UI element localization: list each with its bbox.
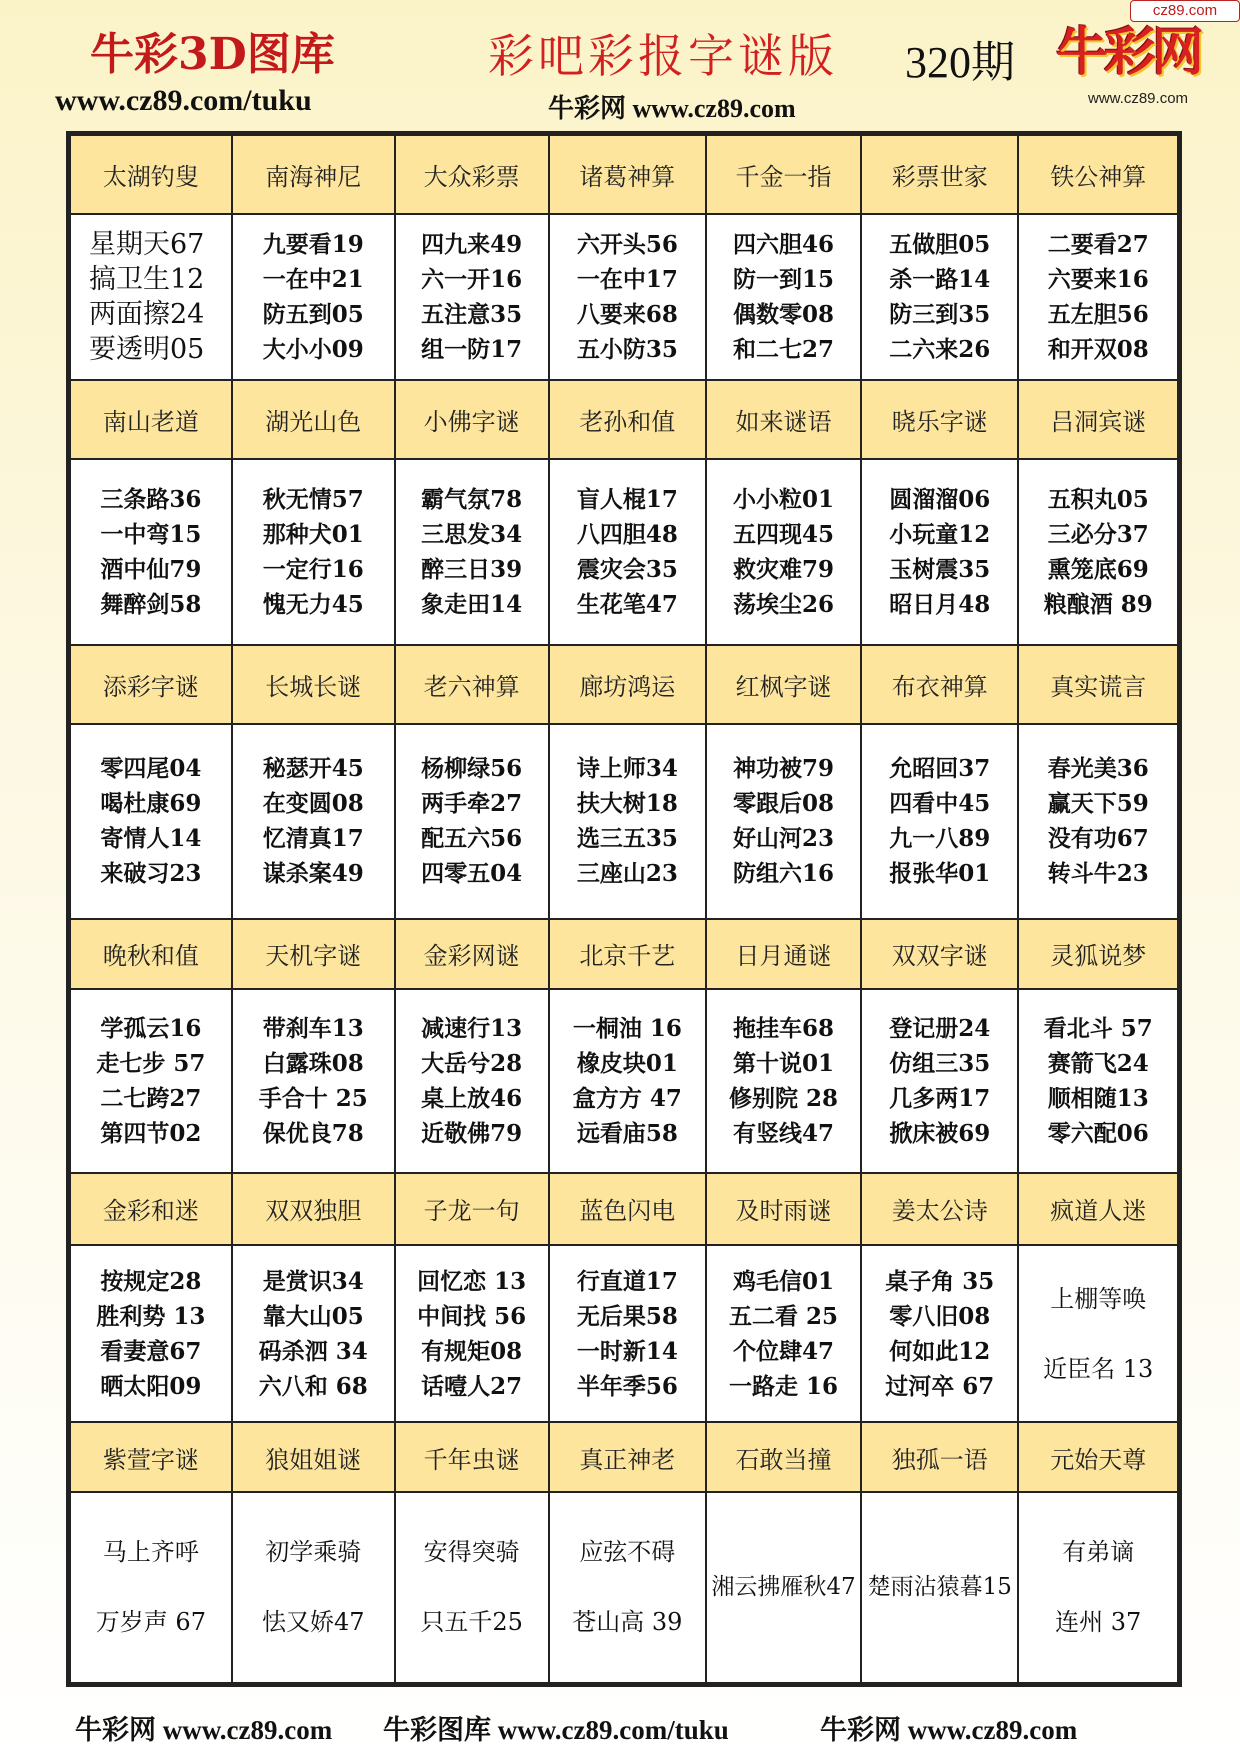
column-title: 晚秋和值 bbox=[70, 919, 232, 989]
riddle-line: 允昭回37 bbox=[889, 755, 991, 783]
column-title: 廊坊鸿运 bbox=[549, 645, 706, 724]
riddle-line: 星期天67 bbox=[89, 228, 205, 260]
riddle-line: 有竖线47 bbox=[733, 1119, 835, 1147]
riddle-line: 昭日月48 bbox=[889, 590, 991, 618]
riddle-cell bbox=[70, 989, 232, 1173]
content-row bbox=[70, 459, 1178, 645]
riddle-line: 万岁声 67 bbox=[95, 1608, 206, 1637]
riddle-cell bbox=[70, 459, 232, 645]
riddle-cell bbox=[706, 459, 861, 645]
column-title: 金彩和迷 bbox=[70, 1173, 232, 1245]
riddle-line: 荡埃尘26 bbox=[733, 590, 835, 618]
header-row bbox=[70, 135, 1178, 214]
riddle-line: 熏笼底69 bbox=[1047, 555, 1149, 583]
riddle-line: 回忆恋 13 bbox=[417, 1267, 527, 1295]
riddle-line: 秋无情57 bbox=[262, 485, 364, 513]
column-title: 千金一指 bbox=[706, 135, 861, 214]
riddle-cell bbox=[1018, 989, 1178, 1173]
riddle-line: 零跟后08 bbox=[733, 790, 835, 818]
riddle-line: 寄情人14 bbox=[100, 825, 202, 853]
logo-text: 牛彩网 bbox=[1055, 23, 1200, 83]
column-title: 老孙和值 bbox=[549, 380, 706, 459]
riddle-line: 一中弯15 bbox=[100, 520, 202, 548]
column-title: 灵狐说梦 bbox=[1018, 919, 1178, 989]
riddle-line: 晒太阳09 bbox=[100, 1372, 202, 1400]
header-row bbox=[70, 1173, 1178, 1245]
riddle-line: 盲人棍17 bbox=[576, 485, 678, 513]
riddle-line: 秘瑟开45 bbox=[262, 755, 364, 783]
riddle-line: 拖挂车68 bbox=[733, 1014, 835, 1042]
riddle-line: 小玩童12 bbox=[889, 520, 991, 548]
riddle-line: 杨柳绿56 bbox=[421, 755, 523, 783]
riddle-line: 过河卒 67 bbox=[885, 1372, 995, 1400]
riddle-line: 远看庙58 bbox=[576, 1119, 678, 1147]
column-title: 元始天尊 bbox=[1018, 1422, 1178, 1492]
column-title: 独孤一语 bbox=[861, 1422, 1018, 1492]
riddle-table bbox=[66, 131, 1182, 1687]
column-title: 石敢当撞 bbox=[706, 1422, 861, 1492]
riddle-line: 和开双08 bbox=[1047, 335, 1149, 363]
riddle-line: 没有功67 bbox=[1047, 825, 1149, 853]
riddle-line: 几多两17 bbox=[889, 1084, 991, 1112]
riddle-line: 五注意35 bbox=[421, 300, 523, 328]
riddle-line: 橡皮块01 bbox=[576, 1049, 678, 1077]
riddle-line: 安得突骑 bbox=[423, 1538, 520, 1567]
column-title: 姜太公诗 bbox=[861, 1173, 1018, 1245]
riddle-cell bbox=[232, 1245, 395, 1422]
riddle-line: 大小小09 bbox=[262, 335, 364, 363]
logo-url: www.cz89.com bbox=[1088, 90, 1189, 107]
riddle-line: 学孤云16 bbox=[100, 1014, 202, 1042]
riddle-cell bbox=[549, 1245, 706, 1422]
riddle-cell bbox=[232, 459, 395, 645]
riddle-line: 好山河23 bbox=[733, 825, 835, 853]
riddle-cell bbox=[861, 459, 1018, 645]
riddle-line: 和二七27 bbox=[733, 335, 835, 363]
riddle-line: 苍山高 39 bbox=[572, 1608, 683, 1637]
riddle-cell bbox=[395, 214, 549, 380]
issue-number: 320期 bbox=[905, 38, 1015, 87]
riddle-line: 喝杜康69 bbox=[100, 790, 202, 818]
riddle-line: 码杀泗 34 bbox=[258, 1337, 368, 1365]
site-line[interactable]: 牛彩网 www.cz89.com bbox=[548, 94, 796, 123]
riddle-cell bbox=[395, 1492, 549, 1683]
riddle-line: 二要看27 bbox=[1047, 230, 1149, 258]
riddle-cell bbox=[706, 989, 861, 1173]
riddle-cell bbox=[549, 724, 706, 919]
riddle-line: 谋杀案49 bbox=[262, 860, 364, 888]
riddle-line: 半年季56 bbox=[576, 1372, 678, 1400]
riddle-line: 零八旧08 bbox=[889, 1302, 991, 1330]
riddle-line: 怯又娇47 bbox=[261, 1608, 365, 1637]
main-title: 彩吧彩报字谜版 bbox=[488, 29, 838, 83]
riddle-line: 按规定28 bbox=[100, 1267, 202, 1295]
riddle-cell bbox=[706, 724, 861, 919]
riddle-line: 来破习23 bbox=[100, 860, 202, 888]
riddle-cell bbox=[395, 989, 549, 1173]
content-row bbox=[70, 1492, 1178, 1683]
content-row bbox=[70, 1245, 1178, 1422]
riddle-line: 配五六56 bbox=[421, 825, 523, 853]
column-title: 双双字谜 bbox=[861, 919, 1018, 989]
column-title: 湖光山色 bbox=[232, 380, 395, 459]
header-row bbox=[70, 380, 1178, 459]
riddle-cell bbox=[232, 989, 395, 1173]
riddle-cell bbox=[70, 1492, 232, 1683]
header-row bbox=[70, 919, 1178, 989]
riddle-line: 五小防35 bbox=[576, 335, 678, 363]
riddle-cell bbox=[861, 214, 1018, 380]
footer-link-middle[interactable]: 牛彩图库 www.cz89.com/tuku bbox=[383, 1715, 729, 1745]
riddle-line: 赛箭飞24 bbox=[1047, 1049, 1149, 1077]
riddle-line: 扶大树18 bbox=[576, 790, 678, 818]
riddle-line: 那种犬01 bbox=[262, 520, 364, 548]
riddle-line: 上棚等唤 bbox=[1050, 1284, 1147, 1313]
riddle-line: 盒方方 47 bbox=[572, 1084, 682, 1112]
riddle-cell bbox=[706, 1492, 861, 1683]
riddle-cell bbox=[549, 459, 706, 645]
content-row bbox=[70, 214, 1178, 380]
riddle-line: 顺相随13 bbox=[1047, 1084, 1149, 1112]
riddle-line: 赢天下59 bbox=[1047, 790, 1149, 818]
column-title: 子龙一句 bbox=[395, 1173, 549, 1245]
riddle-line: 第四节02 bbox=[100, 1119, 202, 1147]
riddle-line: 个位肆47 bbox=[733, 1337, 835, 1365]
riddle-line: 四看中45 bbox=[889, 790, 991, 818]
brand-url[interactable]: www.cz89.com/tuku bbox=[55, 84, 312, 117]
riddle-line: 一在中21 bbox=[262, 265, 364, 293]
column-title: 太湖钓叟 bbox=[70, 135, 232, 214]
riddle-line: 修别院 28 bbox=[729, 1084, 839, 1112]
column-title: 南海神尼 bbox=[232, 135, 395, 214]
riddle-line: 马上齐呼 bbox=[102, 1538, 199, 1567]
column-title: 双双独胆 bbox=[232, 1173, 395, 1245]
riddle-line: 震灾会35 bbox=[576, 555, 678, 583]
header-row bbox=[70, 645, 1178, 724]
riddle-line: 搞卫生12 bbox=[89, 263, 205, 295]
riddle-line: 楚雨沾猿暮15 bbox=[867, 1573, 1012, 1600]
column-title: 布衣神算 bbox=[861, 645, 1018, 724]
column-title: 晓乐字谜 bbox=[861, 380, 1018, 459]
riddle-line: 六要来16 bbox=[1047, 265, 1149, 293]
riddle-line: 要透明05 bbox=[89, 333, 205, 365]
riddle-cell bbox=[861, 724, 1018, 919]
column-title: 紫萱字谜 bbox=[70, 1422, 232, 1492]
riddle-cell bbox=[861, 1245, 1018, 1422]
riddle-cell bbox=[395, 1245, 549, 1422]
riddle-line: 是赏识34 bbox=[262, 1267, 364, 1295]
page-footer bbox=[0, 1708, 1240, 1748]
riddle-line: 九要看19 bbox=[262, 230, 364, 258]
riddle-line: 零四尾04 bbox=[100, 755, 202, 783]
riddle-cell bbox=[706, 214, 861, 380]
riddle-cell bbox=[861, 989, 1018, 1173]
column-title: 金彩网谜 bbox=[395, 919, 549, 989]
riddle-line: 近臣名 13 bbox=[1043, 1354, 1154, 1383]
riddle-line: 一时新14 bbox=[576, 1337, 678, 1365]
riddle-line: 掀床被69 bbox=[889, 1119, 991, 1147]
column-title: 蓝色闪电 bbox=[549, 1173, 706, 1245]
riddle-line: 带刹车13 bbox=[262, 1014, 364, 1042]
riddle-line: 走七步 57 bbox=[96, 1049, 206, 1077]
riddle-line: 二七跨27 bbox=[100, 1084, 202, 1112]
riddle-line: 生花笔47 bbox=[576, 590, 678, 618]
riddle-line: 六一开16 bbox=[421, 265, 523, 293]
riddle-line: 连州 37 bbox=[1055, 1608, 1142, 1637]
riddle-line: 防组六16 bbox=[733, 860, 835, 888]
riddle-cell bbox=[1018, 459, 1178, 645]
riddle-line: 霸气氛78 bbox=[421, 485, 523, 513]
riddle-line: 防一到15 bbox=[733, 265, 835, 293]
riddle-line: 选三五35 bbox=[576, 825, 678, 853]
riddle-line: 手合十 25 bbox=[258, 1084, 368, 1112]
column-title: 老六神算 bbox=[395, 645, 549, 724]
riddle-cell bbox=[549, 214, 706, 380]
riddle-line: 有规矩08 bbox=[421, 1337, 523, 1365]
content-row bbox=[70, 989, 1178, 1173]
column-title: 红枫字谜 bbox=[706, 645, 861, 724]
footer-link-right[interactable]: 牛彩网 www.cz89.com bbox=[820, 1715, 1078, 1745]
riddle-line: 春光美36 bbox=[1047, 755, 1149, 783]
riddle-line: 五二看 25 bbox=[729, 1302, 839, 1330]
riddle-line: 减速行13 bbox=[421, 1014, 523, 1042]
riddle-line: 两面擦24 bbox=[89, 298, 205, 330]
riddle-cell bbox=[70, 1245, 232, 1422]
riddle-line: 桌上放46 bbox=[421, 1084, 523, 1112]
riddle-cell bbox=[1018, 724, 1178, 919]
column-title: 添彩字谜 bbox=[70, 645, 232, 724]
riddle-line: 一桐油 16 bbox=[572, 1014, 682, 1042]
riddle-line: 六八和 68 bbox=[258, 1372, 368, 1400]
riddle-line: 诗上师34 bbox=[576, 755, 678, 783]
riddle-cell bbox=[1018, 1492, 1178, 1683]
column-title: 日月通谜 bbox=[706, 919, 861, 989]
riddle-line: 四六胆46 bbox=[733, 230, 835, 258]
column-title: 如来谜语 bbox=[706, 380, 861, 459]
riddle-line: 八四胆48 bbox=[576, 520, 678, 548]
riddle-line: 圆溜溜06 bbox=[889, 485, 991, 513]
riddle-line: 两手牵27 bbox=[421, 790, 523, 818]
column-title: 彩票世家 bbox=[861, 135, 1018, 214]
riddle-line: 四零五04 bbox=[421, 860, 523, 888]
riddle-cell bbox=[70, 724, 232, 919]
riddle-line: 五做胆05 bbox=[889, 230, 991, 258]
riddle-cell bbox=[232, 1492, 395, 1683]
riddle-line: 五左胆56 bbox=[1047, 300, 1149, 328]
riddle-line: 应弦不碍 bbox=[579, 1538, 676, 1567]
riddle-line: 零六配06 bbox=[1047, 1119, 1149, 1147]
page-header bbox=[0, 0, 1240, 125]
site-logo[interactable] bbox=[1043, 18, 1213, 114]
riddle-line: 防三到35 bbox=[889, 300, 991, 328]
riddle-line: 三座山23 bbox=[576, 860, 678, 888]
riddle-line: 看妻意67 bbox=[100, 1337, 202, 1365]
riddle-line: 舞醉剑58 bbox=[100, 590, 202, 618]
riddle-line: 胜利势 13 bbox=[96, 1302, 206, 1330]
column-title: 大众彩票 bbox=[395, 135, 549, 214]
column-title: 长城长谜 bbox=[232, 645, 395, 724]
brand-title: 牛彩3D图库 bbox=[90, 29, 335, 80]
riddle-line: 大岳兮28 bbox=[421, 1049, 523, 1077]
riddle-cell bbox=[1018, 1245, 1178, 1422]
riddle-cell bbox=[395, 459, 549, 645]
riddle-line: 五积丸05 bbox=[1047, 485, 1149, 513]
column-title: 疯道人迷 bbox=[1018, 1173, 1178, 1245]
riddle-line: 桌子角 35 bbox=[885, 1267, 995, 1295]
riddle-cell bbox=[395, 724, 549, 919]
riddle-line: 湘云拂雁秋47 bbox=[711, 1573, 856, 1600]
riddle-line: 转斗牛23 bbox=[1047, 860, 1149, 888]
riddle-line: 偶数零08 bbox=[733, 300, 835, 328]
riddle-line: 象走田14 bbox=[421, 590, 523, 618]
riddle-line: 无后果58 bbox=[576, 1302, 678, 1330]
column-title: 小佛字谜 bbox=[395, 380, 549, 459]
riddle-line: 只五千25 bbox=[420, 1608, 523, 1637]
riddle-line: 二六来26 bbox=[889, 335, 991, 363]
riddle-cell bbox=[706, 1245, 861, 1422]
column-title: 南山老道 bbox=[70, 380, 232, 459]
riddle-line: 玉树震35 bbox=[889, 555, 991, 583]
riddle-line: 初学乘骑 bbox=[265, 1538, 362, 1567]
column-title: 千年虫谜 bbox=[395, 1422, 549, 1492]
column-title: 吕洞宾谜 bbox=[1018, 380, 1178, 459]
riddle-line: 小小粒01 bbox=[733, 485, 835, 513]
riddle-line: 八要来68 bbox=[576, 300, 678, 328]
riddle-line: 救灾难79 bbox=[733, 555, 835, 583]
riddle-line: 中间找 56 bbox=[417, 1302, 527, 1330]
column-title: 真实谎言 bbox=[1018, 645, 1178, 724]
riddle-cell bbox=[1018, 214, 1178, 380]
riddle-line: 一路走 16 bbox=[729, 1372, 839, 1400]
footer-link-left[interactable]: 牛彩网 www.cz89.com bbox=[75, 1715, 333, 1745]
column-title: 北京千艺 bbox=[549, 919, 706, 989]
riddle-line: 鸡毛信01 bbox=[733, 1267, 835, 1295]
riddle-line: 靠大山05 bbox=[262, 1302, 364, 1330]
riddle-line: 一在中17 bbox=[576, 265, 678, 293]
header-row bbox=[70, 1422, 1178, 1492]
riddle-line: 保优良78 bbox=[262, 1119, 364, 1147]
content-row bbox=[70, 724, 1178, 919]
riddle-line: 愧无力45 bbox=[262, 590, 364, 618]
riddle-line: 登记册24 bbox=[889, 1014, 991, 1042]
riddle-cell bbox=[232, 214, 395, 380]
riddle-cell bbox=[861, 1492, 1018, 1683]
riddle-line: 何如此12 bbox=[889, 1337, 991, 1365]
riddle-line: 九一八89 bbox=[889, 825, 991, 853]
riddle-line: 杀一路14 bbox=[889, 265, 991, 293]
corner-badge[interactable]: cz89.com bbox=[1130, 0, 1240, 22]
riddle-line: 报张华01 bbox=[889, 860, 991, 888]
riddle-line: 四九来49 bbox=[421, 230, 523, 258]
riddle-line: 三思发34 bbox=[421, 520, 523, 548]
riddle-line: 五四现45 bbox=[733, 520, 835, 548]
column-title: 天机字谜 bbox=[232, 919, 395, 989]
riddle-line: 一定行16 bbox=[262, 555, 364, 583]
riddle-line: 三必分37 bbox=[1047, 520, 1149, 548]
riddle-line: 六开头56 bbox=[576, 230, 678, 258]
riddle-line: 近敬佛79 bbox=[421, 1119, 523, 1147]
riddle-line: 酒中仙79 bbox=[100, 555, 202, 583]
riddle-line: 白露珠08 bbox=[262, 1049, 364, 1077]
riddle-line: 行直道17 bbox=[576, 1267, 678, 1295]
column-title: 狼姐姐谜 bbox=[232, 1422, 395, 1492]
riddle-line: 有弟谪 bbox=[1062, 1538, 1135, 1567]
riddle-cell bbox=[549, 1492, 706, 1683]
riddle-line: 忆清真17 bbox=[262, 825, 364, 853]
riddle-line: 话噎人27 bbox=[421, 1372, 523, 1400]
riddle-line: 看北斗 57 bbox=[1043, 1014, 1153, 1042]
riddle-cell bbox=[232, 724, 395, 919]
riddle-line: 在变圆08 bbox=[262, 790, 364, 818]
column-title: 真正神老 bbox=[549, 1422, 706, 1492]
column-title: 及时雨谜 bbox=[706, 1173, 861, 1245]
column-title: 铁公神算 bbox=[1018, 135, 1178, 214]
riddle-line: 仿组三35 bbox=[889, 1049, 991, 1077]
riddle-line: 醉三日39 bbox=[421, 555, 523, 583]
column-title: 诸葛神算 bbox=[549, 135, 706, 214]
riddle-line: 三条路36 bbox=[100, 485, 202, 513]
riddle-cell bbox=[549, 989, 706, 1173]
riddle-line: 防五到05 bbox=[262, 300, 364, 328]
riddle-line: 组一防17 bbox=[421, 335, 523, 363]
riddle-line: 第十说01 bbox=[733, 1049, 835, 1077]
riddle-cell bbox=[70, 214, 232, 380]
riddle-line: 粮酿酒 89 bbox=[1043, 590, 1153, 618]
riddle-line: 神功被79 bbox=[733, 755, 835, 783]
